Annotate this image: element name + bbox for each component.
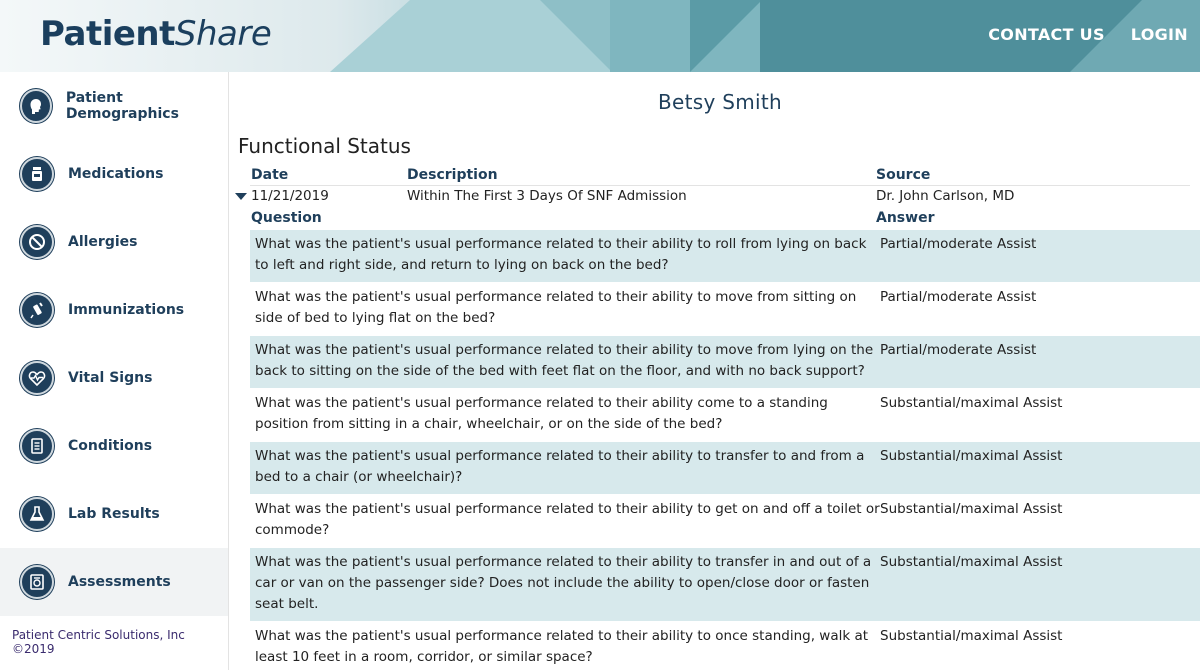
person-head-icon bbox=[20, 89, 52, 123]
sidebar bbox=[0, 72, 229, 670]
section-title: Functional Status bbox=[238, 134, 411, 158]
answer-text: Partial/moderate Assist bbox=[880, 342, 1037, 358]
sidebar-item-lab-results[interactable] bbox=[0, 480, 228, 548]
question-table bbox=[250, 230, 1200, 670]
clipboard-list-icon bbox=[20, 429, 54, 463]
collapse-caret-icon[interactable] bbox=[235, 193, 247, 200]
question-text: What was the patient's usual performance related to their ability to transfer in and out of a car or van on the passenger side? Does not include the ability to open/close door or fasten seat belt. bbox=[255, 554, 872, 612]
table-row bbox=[250, 283, 1200, 336]
syringe-icon bbox=[20, 293, 54, 327]
sidebar-item-allergies[interactable] bbox=[0, 208, 228, 276]
column-header-date: Date bbox=[251, 167, 289, 183]
header-bar bbox=[0, 0, 1200, 72]
header-divider bbox=[250, 185, 1190, 186]
sidebar-item-label: Conditions bbox=[68, 438, 153, 454]
column-header-source: Source bbox=[876, 167, 931, 183]
patient-name: Betsy Smith bbox=[657, 90, 783, 114]
sidebar-item-immunizations[interactable] bbox=[0, 276, 228, 344]
sidebar-item-assessments[interactable] bbox=[0, 548, 228, 616]
sidebar-item-label: Assessments bbox=[68, 574, 171, 590]
record-date: 11/21/2019 bbox=[251, 188, 329, 204]
question-text: What was the patient's usual performance related to their ability to get on and off a toilet or commode? bbox=[255, 501, 880, 538]
answer-text: Partial/moderate Assist bbox=[880, 289, 1037, 305]
answer-text: Substantial/maximal Assist bbox=[880, 448, 1063, 464]
patientshare-logo[interactable]: PatientShare bbox=[40, 14, 272, 54]
login-link[interactable]: LOGIN bbox=[1130, 25, 1188, 44]
answer-text: Substantial/maximal Assist bbox=[880, 395, 1063, 411]
sidebar-item-label: Medications bbox=[68, 166, 164, 182]
footer-copyright: Patient Centric Solutions, Inc ©2019 bbox=[12, 628, 185, 656]
answer-text: Substantial/maximal Assist bbox=[880, 628, 1063, 644]
sidebar-item-label: Immunizations bbox=[68, 302, 185, 318]
answer-text: Partial/moderate Assist bbox=[880, 236, 1037, 252]
sidebar-item-vital-signs[interactable] bbox=[0, 344, 228, 412]
prohibited-icon bbox=[20, 225, 54, 259]
table-row bbox=[250, 495, 1200, 548]
column-header-answer: Answer bbox=[876, 210, 935, 226]
table-row bbox=[250, 389, 1200, 442]
table-row bbox=[250, 442, 1200, 495]
flask-icon bbox=[20, 497, 54, 531]
sidebar-item-label: Patient Demographics bbox=[65, 90, 179, 122]
sidebar-item-patient-demographics[interactable] bbox=[0, 72, 228, 140]
question-text: What was the patient's usual performance related to their ability to move from lying on the back to sitting on the side of the bed with feet flat on the floor, and with no back support? bbox=[255, 342, 874, 379]
question-text: What was the patient's usual performance related to their ability to roll from lying on back to left and right side, and return to lying on back on the bed? bbox=[255, 236, 867, 273]
top-nav bbox=[988, 25, 1188, 44]
sidebar-item-label: Lab Results bbox=[68, 506, 160, 522]
assessment-icon bbox=[20, 565, 54, 599]
column-header-question: Question bbox=[251, 210, 322, 226]
sidebar-item-medications[interactable] bbox=[0, 140, 228, 208]
table-row bbox=[250, 230, 1200, 283]
sidebar-item-conditions[interactable] bbox=[0, 412, 228, 480]
column-header-description: Description bbox=[407, 167, 498, 183]
question-text: What was the patient's usual performance related to their ability to move from sitting on side of bed to lying flat on the bed? bbox=[255, 289, 857, 326]
answer-text: Substantial/maximal Assist bbox=[880, 501, 1063, 517]
main-content bbox=[230, 72, 1200, 670]
sidebar-item-label: Vital Signs bbox=[68, 370, 153, 386]
pill-bottle-icon bbox=[20, 157, 54, 191]
answer-text: Substantial/maximal Assist bbox=[880, 554, 1063, 570]
sidebar-item-label: Allergies bbox=[68, 234, 138, 250]
question-text: What was the patient's usual performance related to their ability come to a standing position from sitting in a chair, wheelchair, or on the side of the bed? bbox=[255, 395, 828, 432]
record-description: Within The First 3 Days Of SNF Admission bbox=[407, 188, 687, 204]
table-row bbox=[250, 336, 1200, 389]
table-row bbox=[250, 622, 1200, 670]
heart-pulse-icon bbox=[20, 361, 54, 395]
question-text: What was the patient's usual performance related to their ability to once standing, walk at least 10 feet in a room, corridor, or similar space? bbox=[255, 628, 869, 665]
table-row bbox=[250, 548, 1200, 622]
contact-us-link[interactable]: CONTACT US bbox=[988, 25, 1105, 44]
record-source: Dr. John Carlson, MD bbox=[876, 188, 1015, 204]
question-text: What was the patient's usual performance related to their ability to transfer to and from a bed to a chair (or wheelchair)? bbox=[255, 448, 865, 485]
